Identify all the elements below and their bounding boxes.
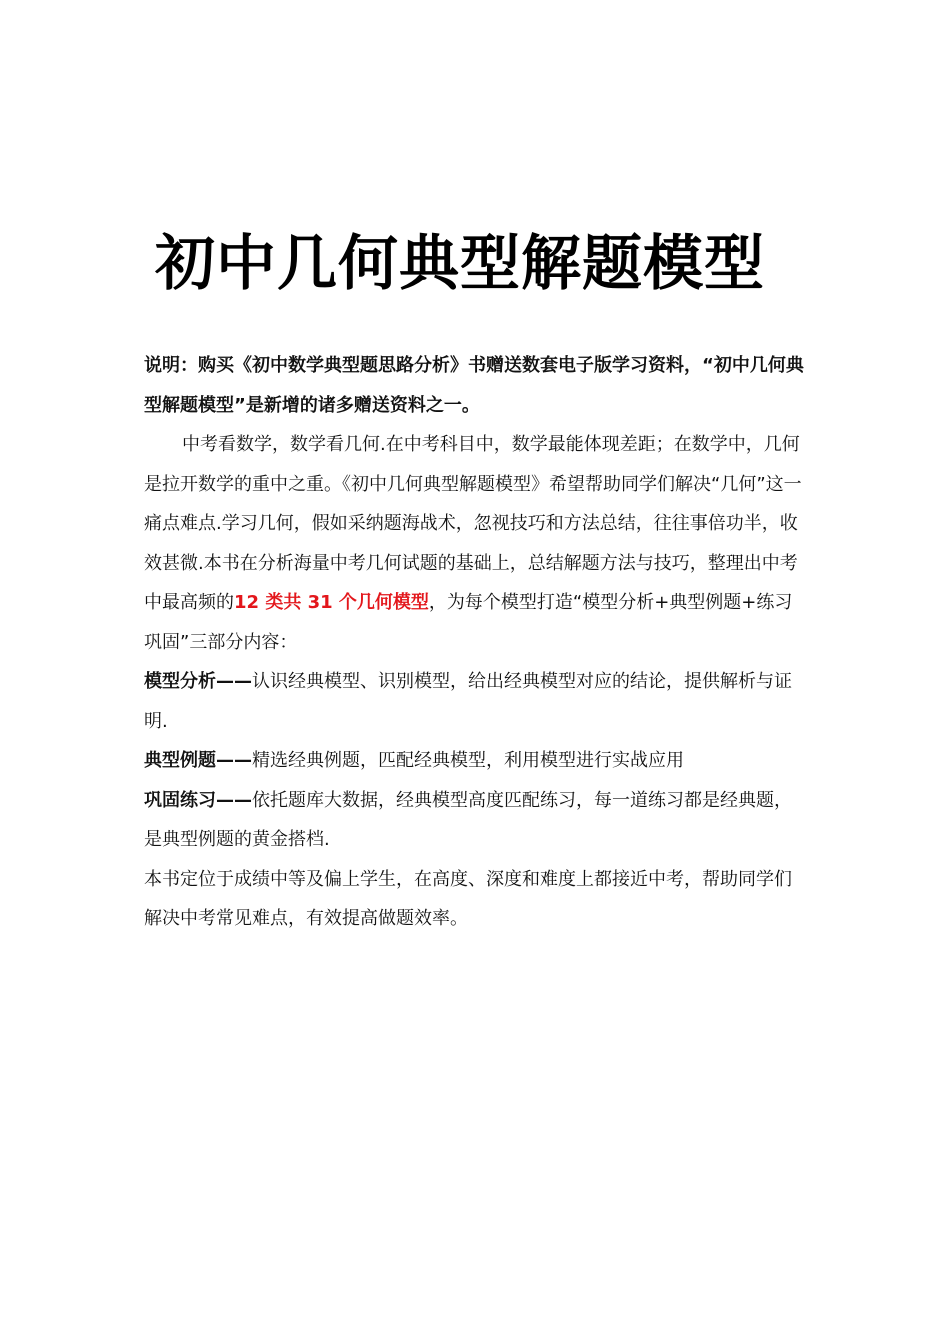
section-term: 模型分析——: [144, 671, 252, 692]
document-body: [144, 346, 804, 939]
intro-text-before: 中考看数学，数学看几何.在中考科目中，数学最能体现差距；在数学中，几何是拉开数学的重中之重。《初中几何典型解题模型》希望帮助同学们解决“几何”这一痛点难点.学习几何，假如采纳题海战术，忽视技巧和方法总结，往往事倍功半，收效甚微.本书在分析海量中考几何试题的基础上，总结解题方法与技巧，整理出中考中最高频的: [144, 434, 802, 613]
section-desc: 精选经典例题，匹配经典模型，利用模型进行实战应用: [252, 750, 684, 771]
note-paragraph: 说明：购买《初中数学典型题思路分析》书赠送数套电子版学习资料，“初中几何典型解题模型”是新增的诸多赠送资料之一。: [144, 355, 804, 416]
section-term: 典型例题——: [144, 750, 252, 771]
section-desc: 认识经典模型、识别模型，给出经典模型对应的结论，提供解析与证明.: [144, 671, 792, 732]
document-title: 初中几何典型解题模型: [155, 229, 765, 299]
section-practice: [144, 781, 804, 860]
closing-paragraph: 本书定位于成绩中等及偏上学生，在高度、深度和难度上都接近中考，帮助同学们解决中考常见难点，有效提高做题效率。: [144, 868, 792, 929]
section-desc: 依托题库大数据，经典模型高度匹配练习，每一道练习都是经典题，是典型例题的黄金搭档.: [144, 789, 792, 850]
intro-highlight: 12 类共 31 个几何模型: [234, 592, 429, 613]
section-typical-examples: [144, 741, 804, 781]
intro-paragraph: [144, 425, 804, 662]
intro-text-after: ，为每个模型打造“模型分析+典型例题+练习巩固”三部分内容：: [144, 592, 793, 653]
section-model-analysis: [144, 662, 804, 741]
section-term: 巩固练习——: [144, 789, 252, 811]
